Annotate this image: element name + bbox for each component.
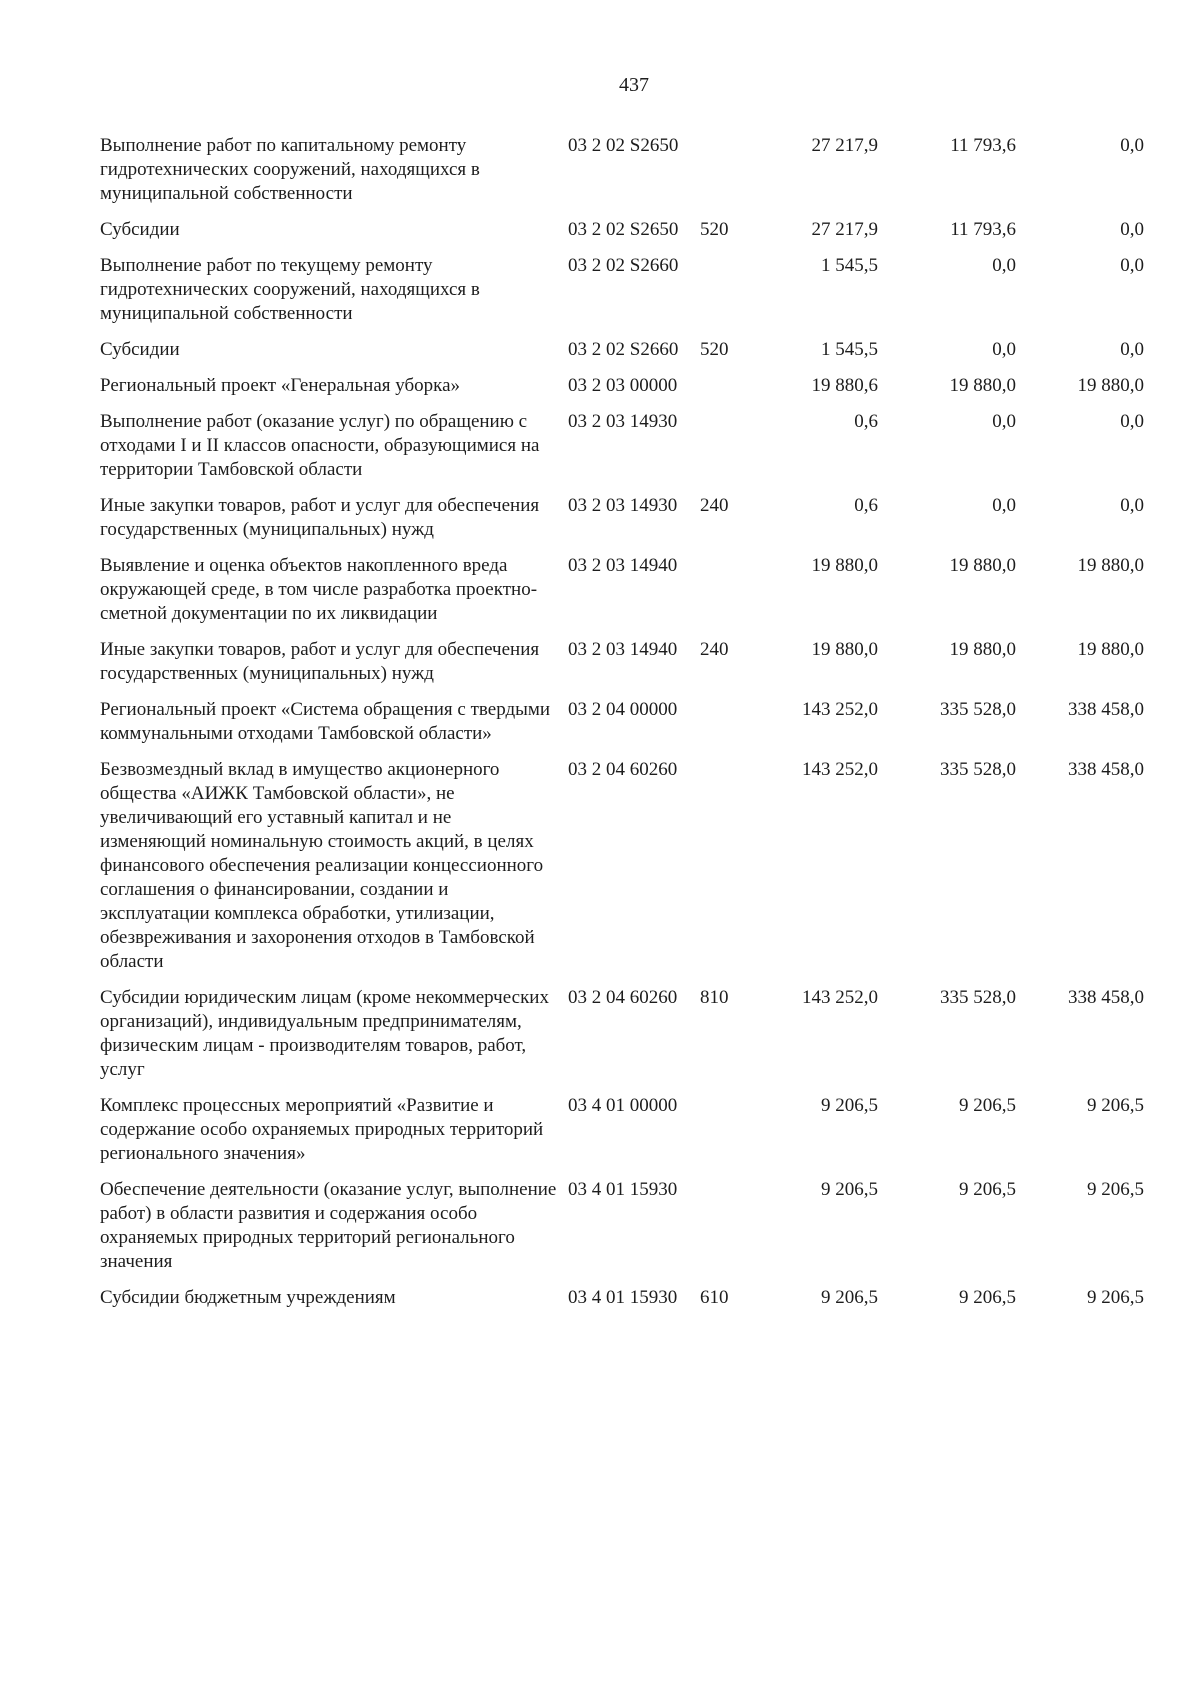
row-code: 03 2 02 S2650 xyxy=(568,135,679,156)
row-value-3: 0,0 xyxy=(1120,339,1144,360)
row-name: Региональный проект «Система обращения с твердыми коммунальными отходами Тамбовской области» xyxy=(100,699,551,744)
table-row xyxy=(100,1094,1180,1166)
row-value-2: 19 880,0 xyxy=(949,375,1016,396)
row-name: Субсидии юридическим лицам (кроме некоммерческих организаций), индивидуальным предпринимателям, физическим лицам - производителям товаров, работ, услуг xyxy=(100,987,549,1080)
row-value-3: 0,0 xyxy=(1120,411,1144,432)
row-value-1: 19 880,6 xyxy=(811,375,878,396)
row-value-3: 19 880,0 xyxy=(1077,555,1144,576)
row-value-1: 143 252,0 xyxy=(802,987,878,1008)
row-value-1: 19 880,0 xyxy=(811,555,878,576)
row-code: 03 2 02 S2650 xyxy=(568,219,679,240)
row-value-2: 11 793,6 xyxy=(950,219,1016,240)
row-expense-type: 240 xyxy=(700,639,729,660)
row-name: Региональный проект «Генеральная уборка» xyxy=(100,375,461,396)
table-row xyxy=(100,698,1180,746)
table-row xyxy=(100,254,1180,326)
row-value-1: 0,6 xyxy=(854,495,878,516)
row-code: 03 2 04 60260 xyxy=(568,987,678,1008)
row-value-2: 335 528,0 xyxy=(940,699,1016,720)
row-value-2: 9 206,5 xyxy=(959,1287,1016,1308)
row-value-2: 19 880,0 xyxy=(949,639,1016,660)
row-expense-type: 520 xyxy=(700,219,729,240)
row-name: Субсидии xyxy=(100,339,180,360)
row-code: 03 2 02 S2660 xyxy=(568,339,679,360)
row-name: Выявление и оценка объектов накопленного вреда окружающей среде, в том числе разработка проектно-сметной документации по их ликвидации xyxy=(100,555,538,624)
row-code: 03 2 03 14930 xyxy=(568,411,678,432)
row-value-1: 19 880,0 xyxy=(811,639,878,660)
row-expense-type: 520 xyxy=(700,339,729,360)
row-value-3: 9 206,5 xyxy=(1087,1179,1144,1200)
row-name: Иные закупки товаров, работ и услуг для обеспечения государственных (муниципальных) нужд xyxy=(100,495,540,540)
row-value-3: 338 458,0 xyxy=(1068,987,1144,1008)
row-code: 03 4 01 00000 xyxy=(568,1095,678,1116)
row-name: Безвозмездный вклад в имущество акционерного общества «АИЖК Тамбовской области», не увеличивающий его уставный капитал и не изменяющий номинальную стоимость акций, в целях финансового обеспечения реализации концессионного соглашения о финансировании, создании и эксплуатации комплекса обработки, утилизации, обезвреживания и захоронения отходов в Тамбовской области xyxy=(100,759,544,972)
row-value-1: 0,6 xyxy=(854,411,878,432)
table-row xyxy=(100,494,1180,542)
row-code: 03 2 03 14930 xyxy=(568,495,678,516)
row-name: Выполнение работ по текущему ремонту гидротехнических сооружений, находящихся в муниципальной собственности xyxy=(100,255,480,324)
row-name: Обеспечение деятельности (оказание услуг, выполнение работ) в области развития и содержания особо охраняемых природных территорий регионального значения xyxy=(100,1179,557,1272)
row-name: Иные закупки товаров, работ и услуг для обеспечения государственных (муниципальных) нужд xyxy=(100,639,540,684)
row-value-3: 338 458,0 xyxy=(1068,759,1144,780)
row-value-1: 9 206,5 xyxy=(821,1095,878,1116)
row-name: Комплекс процессных мероприятий «Развитие и содержание особо охраняемых природных территорий регионального значения» xyxy=(100,1095,544,1164)
row-value-3: 0,0 xyxy=(1120,495,1144,516)
table-row xyxy=(100,554,1180,626)
page-number: 437 xyxy=(619,74,649,96)
row-value-2: 0,0 xyxy=(992,411,1016,432)
row-value-1: 27 217,9 xyxy=(811,219,878,240)
row-code: 03 2 04 60260 xyxy=(568,759,678,780)
row-value-2: 335 528,0 xyxy=(940,759,1016,780)
row-value-1: 9 206,5 xyxy=(821,1287,878,1308)
row-value-1: 1 545,5 xyxy=(821,339,878,360)
row-name: Выполнение работ по капитальному ремонту гидротехнических сооружений, находящихся в муниципальной собственности xyxy=(100,135,480,204)
row-expense-type: 610 xyxy=(700,1287,729,1308)
row-value-2: 11 793,6 xyxy=(950,135,1016,156)
row-code: 03 2 02 S2660 xyxy=(568,255,679,276)
table-row xyxy=(100,338,1180,362)
row-value-1: 1 545,5 xyxy=(821,255,878,276)
row-code: 03 2 04 00000 xyxy=(568,699,678,720)
table-row xyxy=(100,758,1180,974)
budget-table xyxy=(100,134,1180,1322)
row-value-1: 143 252,0 xyxy=(802,759,878,780)
row-code: 03 4 01 15930 xyxy=(568,1287,678,1308)
row-value-3: 0,0 xyxy=(1120,135,1144,156)
row-value-1: 143 252,0 xyxy=(802,699,878,720)
row-value-3: 338 458,0 xyxy=(1068,699,1144,720)
row-name: Выполнение работ (оказание услуг) по обращению с отходами I и II классов опасности, образующимися на территории Тамбовской области xyxy=(100,411,540,480)
row-value-2: 0,0 xyxy=(992,255,1016,276)
row-code: 03 2 03 14940 xyxy=(568,639,678,660)
row-value-2: 0,0 xyxy=(992,495,1016,516)
row-value-3: 9 206,5 xyxy=(1087,1095,1144,1116)
table-row xyxy=(100,374,1180,398)
table-row xyxy=(100,410,1180,482)
row-value-1: 9 206,5 xyxy=(821,1179,878,1200)
row-value-2: 0,0 xyxy=(992,339,1016,360)
row-code: 03 2 03 00000 xyxy=(568,375,678,396)
table-row xyxy=(100,1178,1180,1274)
row-value-3: 19 880,0 xyxy=(1077,639,1144,660)
table-row xyxy=(100,134,1180,206)
row-value-3: 9 206,5 xyxy=(1087,1287,1144,1308)
table-row xyxy=(100,638,1180,686)
row-value-3: 0,0 xyxy=(1120,219,1144,240)
row-value-2: 9 206,5 xyxy=(959,1095,1016,1116)
row-value-2: 335 528,0 xyxy=(940,987,1016,1008)
row-value-1: 27 217,9 xyxy=(811,135,878,156)
row-code: 03 2 03 14940 xyxy=(568,555,678,576)
row-value-3: 19 880,0 xyxy=(1077,375,1144,396)
table-row xyxy=(100,218,1180,242)
table-row xyxy=(100,986,1180,1082)
row-code: 03 4 01 15930 xyxy=(568,1179,678,1200)
row-value-3: 0,0 xyxy=(1120,255,1144,276)
table-row xyxy=(100,1286,1180,1310)
row-value-2: 19 880,0 xyxy=(949,555,1016,576)
row-value-2: 9 206,5 xyxy=(959,1179,1016,1200)
row-name: Субсидии бюджетным учреждениям xyxy=(100,1287,396,1308)
row-expense-type: 810 xyxy=(700,987,729,1008)
row-name: Субсидии xyxy=(100,219,180,240)
row-expense-type: 240 xyxy=(700,495,729,516)
